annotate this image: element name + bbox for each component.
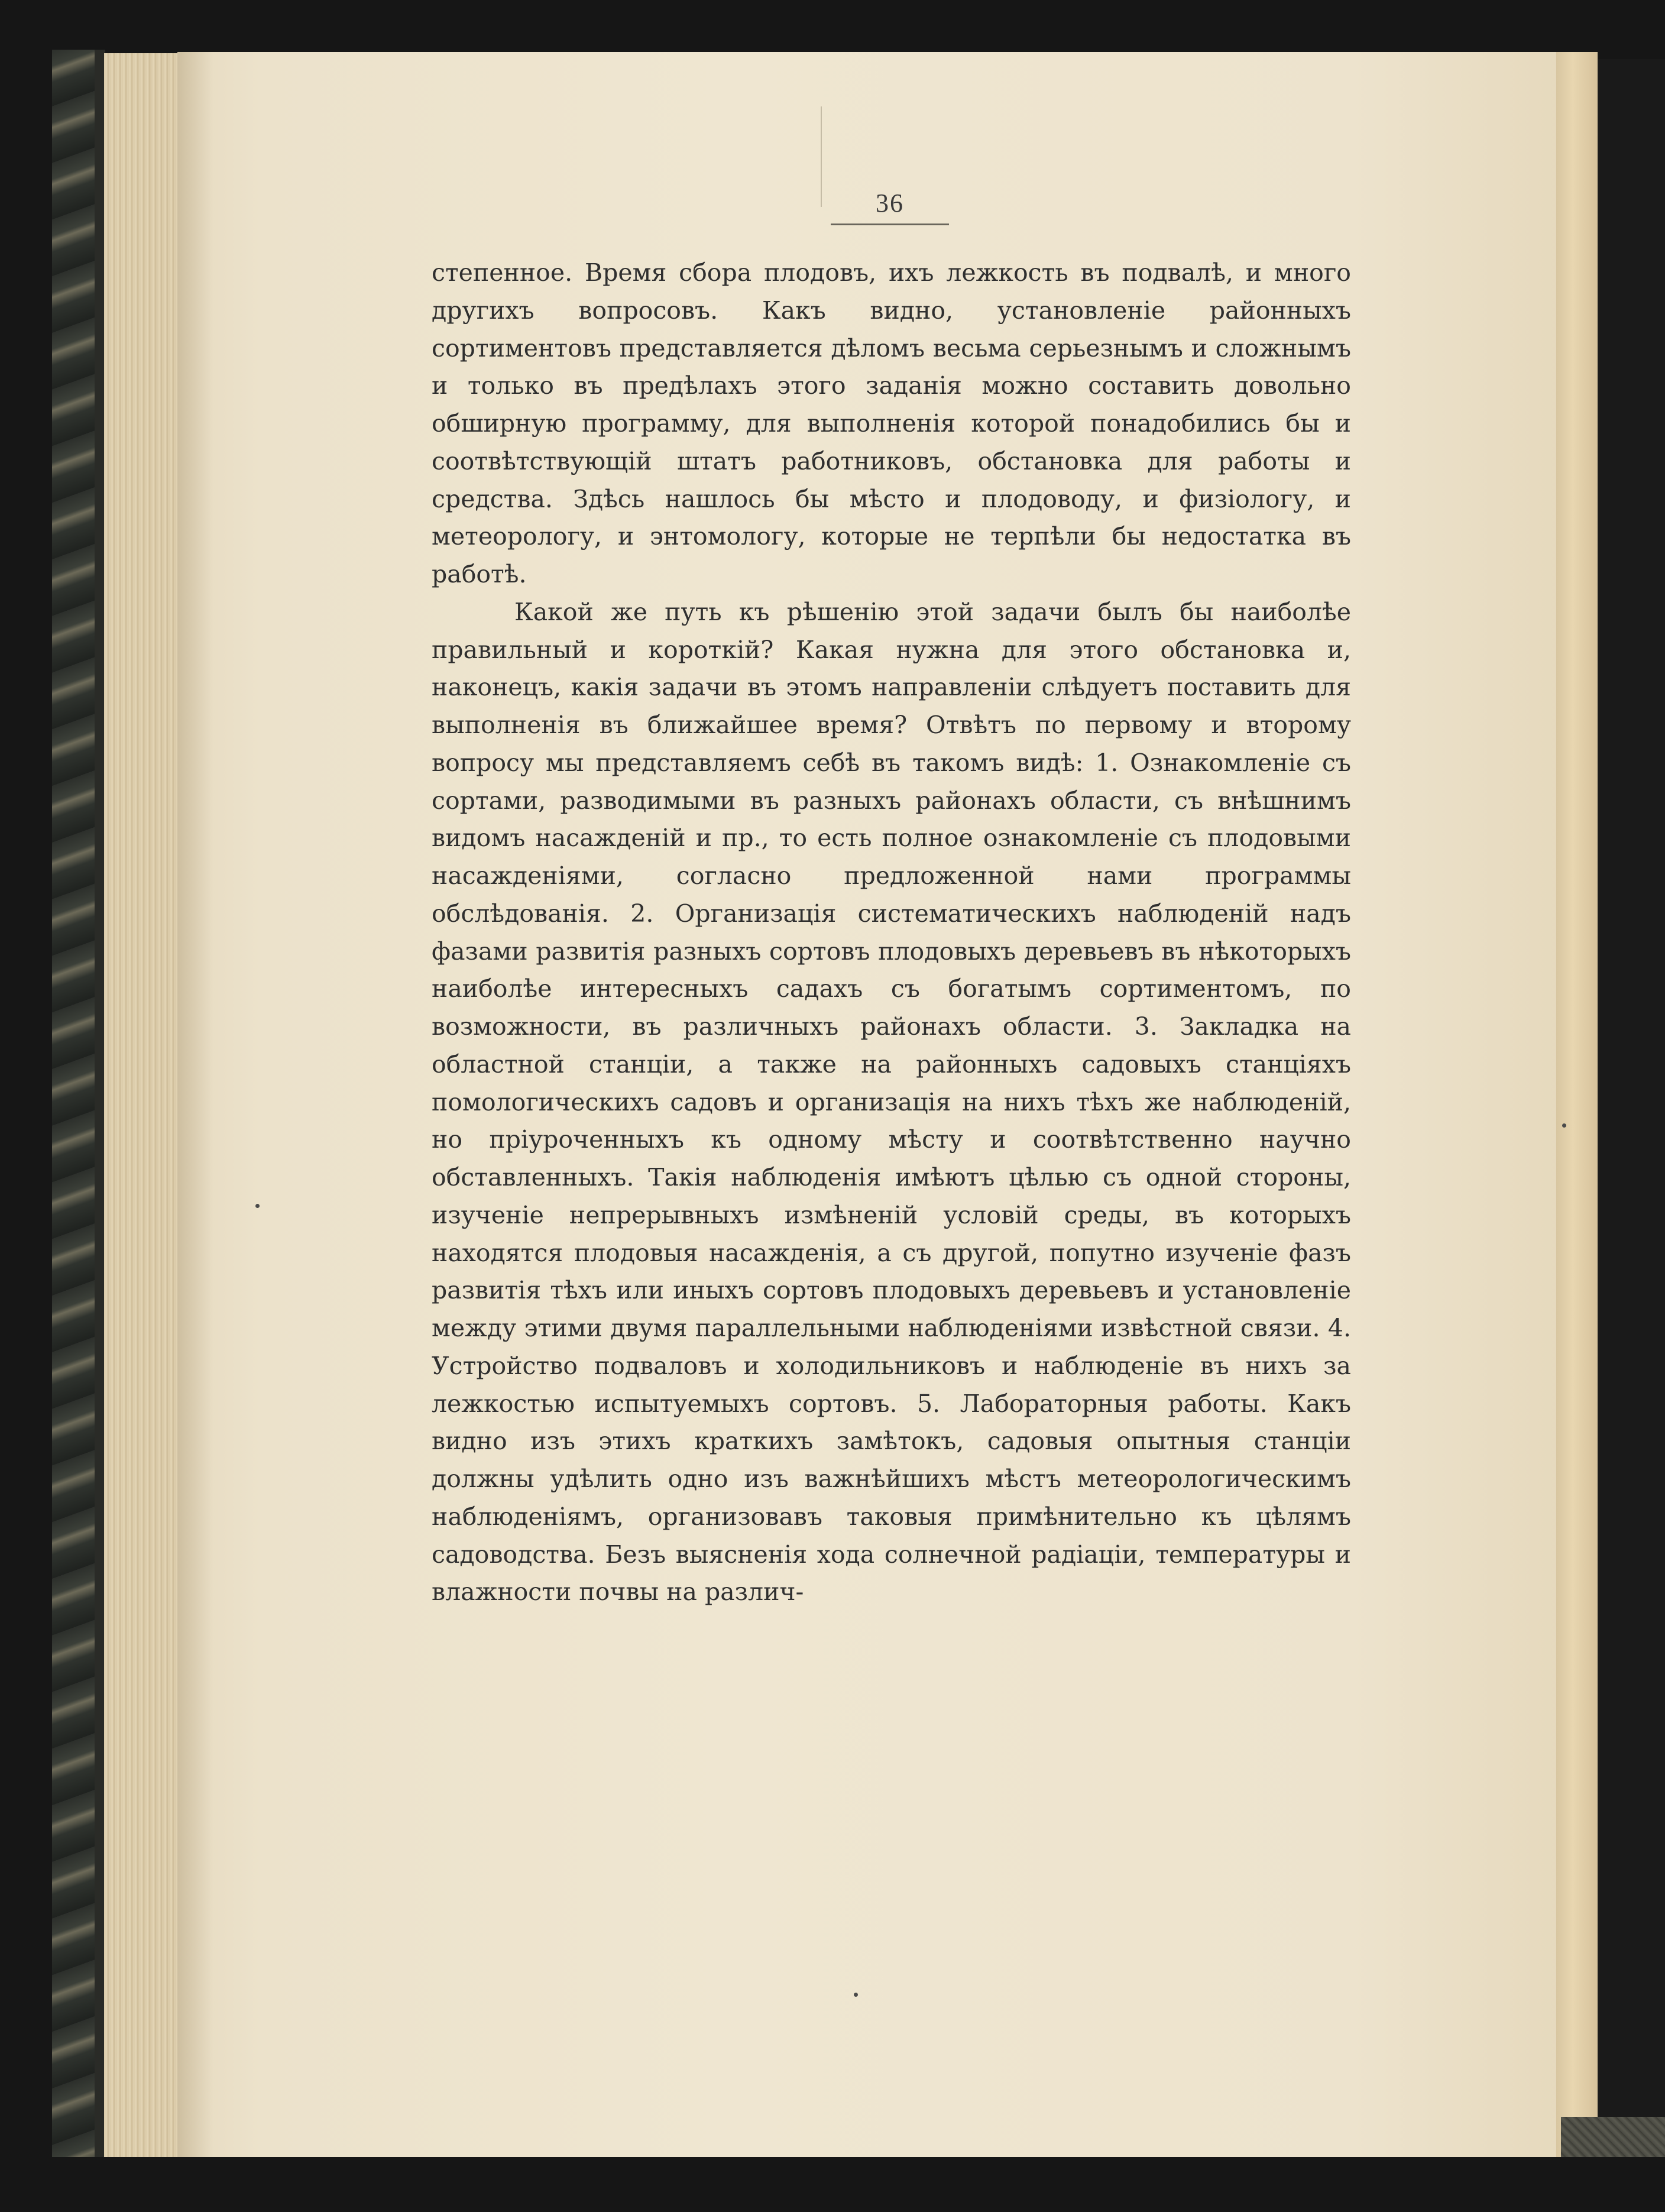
page-fold-shadow: [177, 52, 213, 2157]
page-number-rule: [831, 224, 949, 225]
speck: [854, 1993, 858, 1997]
speck: [255, 1204, 260, 1208]
next-page-edge: [1556, 52, 1598, 2157]
body-text: [432, 254, 1351, 1611]
background-bottom: [0, 2157, 1665, 2212]
paragraph-1: степенное. Время сбора плодовъ, ихъ лежкость въ подвалѣ, и много другихъ вопросовъ. Какъ видно, установленіе районныхъ сортиментовъ представляется дѣломъ весьма серьезнымъ и сложнымъ и только въ предѣлахъ этого заданія можно составить довольно обширную программу, для выполненія которой понадобились бы и соотвѣтствующій штатъ работниковъ, обстановка для работы и средства. Здѣсь нашлось бы мѣсто и плодоводу, и физіологу, и метеорологу, и энтомологу, которые не терпѣли бы недостатка въ работѣ.: [432, 258, 1351, 588]
paragraph-2: Какой же путь къ рѣшенію этой задачи былъ бы наиболѣе правильный и короткій? Какая нужна для этого обстановка и, наконецъ, какія задачи въ этомъ направленіи слѣдуетъ поставить для выполненія въ ближайшее время? Отвѣтъ по первому и второму вопросу мы представляемъ себѣ въ такомъ видѣ: 1. Ознакомленіе съ сортами, разводимыми въ разныхъ районахъ области, съ внѣшнимъ видомъ насажденій и пр., то есть полное ознакомленіе съ плодовыми насажденіями, согласно предложенной нами программы обслѣдованія. 2. Организація систематическихъ наблюденій надъ фазами развитія разныхъ сортовъ плодовыхъ деревьевъ въ нѣкоторыхъ наиболѣе интересныхъ садахъ съ богатымъ сортиментомъ, по возможности, въ различныхъ районахъ области. 3. Закладка на областной станціи, а также на районныхъ садовыхъ станціяхъ помологическихъ садовъ и организація на нихъ тѣхъ же наблюденій, но пріуроченныхъ къ одному мѣсту и соотвѣтственно научно обставленныхъ. Такія наблюденія имѣютъ цѣлью съ одной стороны, изученіе непрерывныхъ измѣненій условій среды, въ которыхъ находятся плодовыя насажденія, а съ другой, попутно изученіе фазъ развитія тѣхъ или иныхъ сортовъ плодовыхъ деревьевъ и установленіе между этими двумя параллельными наблюденіями извѣстной связи. 4. Устройство подваловъ и холодильниковъ и наблюденіе въ нихъ за лежкостью испытуемыхъ сортовъ. 5. Лабораторныя работы. Какъ видно изъ этихъ краткихъ замѣтокъ, садовыя опытныя станціи должны удѣлить одно изъ важнѣйшихъ мѣстъ метеорологическимъ наблюденіямъ, организовавъ таковыя примѣнительно къ цѣлямъ садоводства. Безъ выясненія хода солнечной радіаціи, температуры и влажности почвы на различ-: [432, 597, 1351, 1607]
speck: [1562, 1123, 1566, 1128]
page-stack-left: [104, 53, 187, 2158]
paper-crease: [821, 106, 822, 207]
background-right: [1598, 59, 1665, 2164]
page-number: 36: [876, 189, 904, 218]
